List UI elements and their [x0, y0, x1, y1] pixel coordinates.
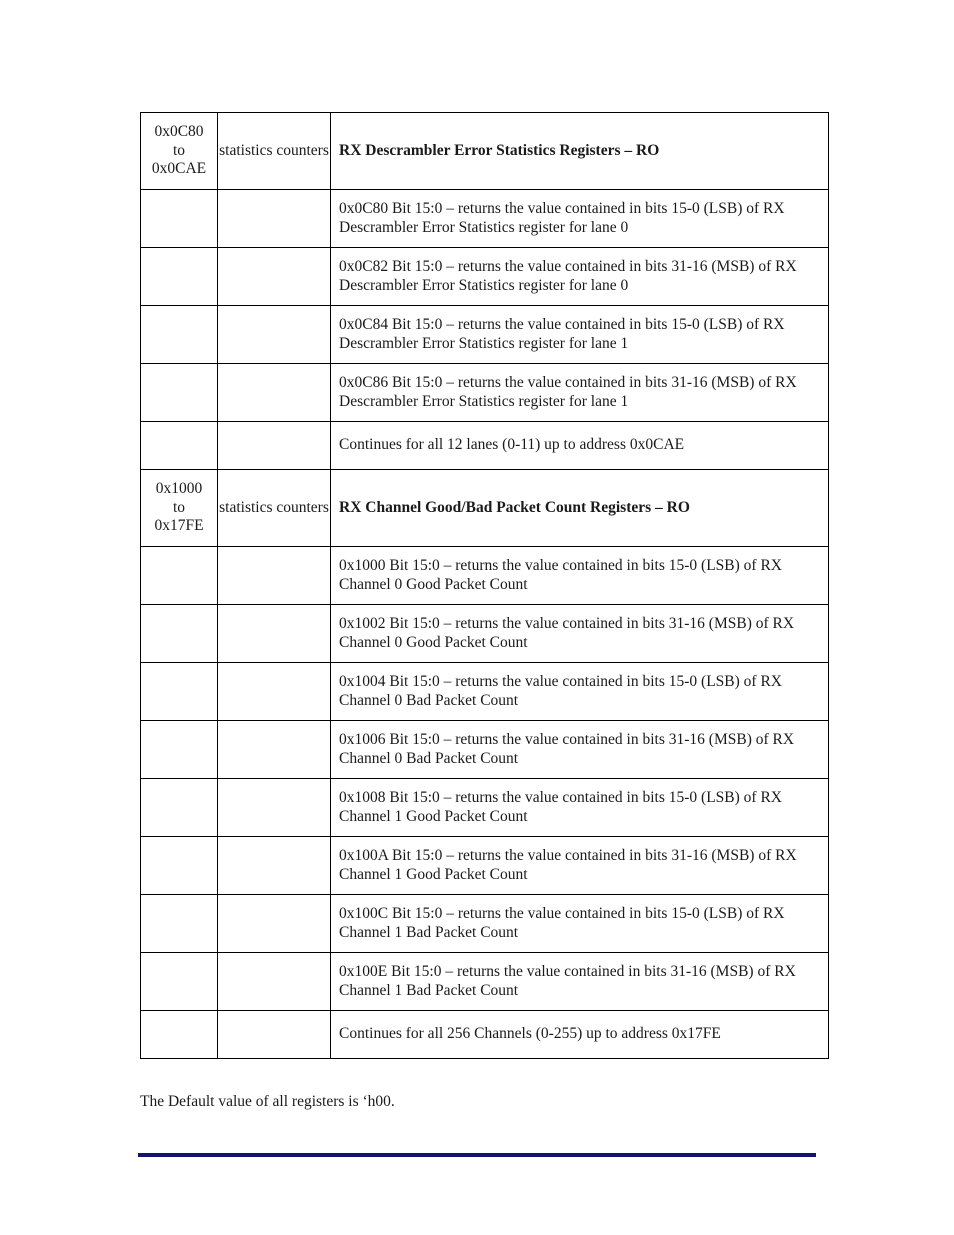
- register-description: 0x100A Bit 15:0 – returns the value contained in bits 31-16 (MSB) of RX Channel 1 Good Packet Count: [331, 837, 829, 895]
- register-description: 0x1004 Bit 15:0 – returns the value contained in bits 15-0 (LSB) of RX Channel 0 Bad Packet Count: [331, 663, 829, 721]
- section-title: RX Descrambler Error Statistics Registers – RO: [331, 113, 829, 190]
- empty-address-cell: [141, 721, 218, 779]
- empty-address-cell: [141, 547, 218, 605]
- address-address-to-word: to: [172, 498, 186, 516]
- register-description: 0x0C86 Bit 15:0 – returns the value contained in bits 31-16 (MSB) of RX Descrambler Error Statistics register for lane 1: [331, 364, 829, 422]
- register-table: [140, 112, 829, 1059]
- empty-type-cell: [218, 306, 331, 364]
- register-description: 0x0C84 Bit 15:0 – returns the value contained in bits 15-0 (LSB) of RX Descrambler Error Statistics register for lane 1: [331, 306, 829, 364]
- register-row: [141, 190, 829, 248]
- address-address-from: 0x0C80: [154, 123, 204, 141]
- register-row: [141, 306, 829, 364]
- empty-address-cell: [141, 248, 218, 306]
- address-address-to: 0x17FE: [154, 517, 204, 535]
- address-address-to: 0x0CAE: [151, 160, 207, 178]
- register-row: [141, 605, 829, 663]
- continuation-note: Continues for all 12 lanes (0-11) up to address 0x0CAE: [331, 422, 829, 470]
- section-header-row: [141, 470, 829, 547]
- register-row: [141, 895, 829, 953]
- default-value-note: The Default value of all registers is ‘h00.: [140, 1093, 395, 1110]
- empty-address-cell: [141, 422, 218, 470]
- empty-type-cell: [218, 721, 331, 779]
- empty-address-cell: [141, 605, 218, 663]
- empty-address-cell: [141, 1011, 218, 1059]
- address-range-cell: [141, 470, 218, 547]
- continuation-row: [141, 422, 829, 470]
- address-address-to-word: to: [172, 141, 186, 159]
- empty-type-cell: [218, 248, 331, 306]
- empty-type-cell: [218, 837, 331, 895]
- register-row: [141, 837, 829, 895]
- empty-type-cell: [218, 779, 331, 837]
- register-row: [141, 364, 829, 422]
- register-row: [141, 547, 829, 605]
- empty-address-cell: [141, 190, 218, 248]
- empty-type-cell: [218, 190, 331, 248]
- register-row: [141, 248, 829, 306]
- register-description: 0x100E Bit 15:0 – returns the value contained in bits 31-16 (MSB) of RX Channel 1 Bad Packet Count: [331, 953, 829, 1011]
- register-row: [141, 663, 829, 721]
- register-description: 0x100C Bit 15:0 – returns the value contained in bits 15-0 (LSB) of RX Channel 1 Bad Packet Count: [331, 895, 829, 953]
- empty-address-cell: [141, 306, 218, 364]
- footer-rule: [138, 1153, 816, 1157]
- register-row: [141, 779, 829, 837]
- empty-type-cell: [218, 953, 331, 1011]
- section-title: RX Channel Good/Bad Packet Count Registers – RO: [331, 470, 829, 547]
- address-address-from: 0x1000: [155, 480, 203, 498]
- empty-type-cell: [218, 364, 331, 422]
- register-type-cell: statistics counters: [218, 113, 331, 190]
- empty-address-cell: [141, 364, 218, 422]
- empty-address-cell: [141, 895, 218, 953]
- register-description: 0x1002 Bit 15:0 – returns the value contained in bits 31-16 (MSB) of RX Channel 0 Good Packet Count: [331, 605, 829, 663]
- register-description: 0x1006 Bit 15:0 – returns the value contained in bits 31-16 (MSB) of RX Channel 0 Bad Packet Count: [331, 721, 829, 779]
- continuation-row: [141, 1011, 829, 1059]
- empty-type-cell: [218, 663, 331, 721]
- register-description: 0x1008 Bit 15:0 – returns the value contained in bits 15-0 (LSB) of RX Channel 1 Good Packet Count: [331, 779, 829, 837]
- register-type-cell: statistics counters: [218, 470, 331, 547]
- register-row: [141, 953, 829, 1011]
- empty-address-cell: [141, 837, 218, 895]
- empty-address-cell: [141, 953, 218, 1011]
- empty-type-cell: [218, 605, 331, 663]
- empty-type-cell: [218, 547, 331, 605]
- empty-type-cell: [218, 422, 331, 470]
- empty-address-cell: [141, 663, 218, 721]
- register-description: 0x0C82 Bit 15:0 – returns the value contained in bits 31-16 (MSB) of RX Descrambler Error Statistics register for lane 0: [331, 248, 829, 306]
- empty-type-cell: [218, 1011, 331, 1059]
- empty-type-cell: [218, 895, 331, 953]
- address-range-cell: [141, 113, 218, 190]
- register-row: [141, 721, 829, 779]
- empty-address-cell: [141, 779, 218, 837]
- section-header-row: [141, 113, 829, 190]
- register-description: 0x1000 Bit 15:0 – returns the value contained in bits 15-0 (LSB) of RX Channel 0 Good Packet Count: [331, 547, 829, 605]
- register-description: 0x0C80 Bit 15:0 – returns the value contained in bits 15-0 (LSB) of RX Descrambler Error Statistics register for lane 0: [331, 190, 829, 248]
- continuation-note: Continues for all 256 Channels (0-255) up to address 0x17FE: [331, 1011, 829, 1059]
